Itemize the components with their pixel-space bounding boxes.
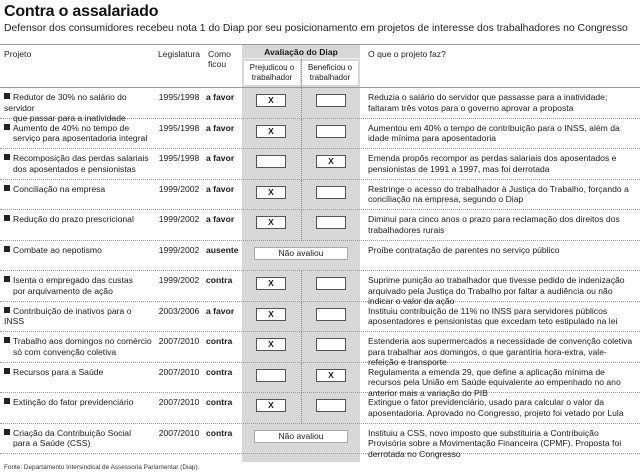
beneficiou-checkbox xyxy=(316,186,346,199)
table-row xyxy=(0,119,640,150)
not-evaluated-label: Não avaliou xyxy=(254,430,348,443)
bullet-icon xyxy=(4,185,10,191)
legislatura-value: 1999/2002 xyxy=(158,275,200,285)
project-name-line1: Aumento de 40% no tempo de xyxy=(13,122,130,133)
bullet-icon xyxy=(4,93,10,99)
beneficiou-checkbox xyxy=(316,94,346,107)
evaluation-divider xyxy=(301,88,302,119)
legislatura-value: 1995/1998 xyxy=(158,92,200,102)
project-name-line1: Trabalho aos domingos no comércio xyxy=(13,336,152,346)
prejudicou-checkbox xyxy=(256,155,286,168)
project-name-line2: para a Saúde (CSS) xyxy=(13,438,91,448)
project-name xyxy=(4,214,152,225)
project-description: Reduzia o salário do servidor que passasse para a inatividade; faltaram três votos para o governo aprovar a proposta xyxy=(368,92,608,113)
project-description: Emenda propôs recompor as perdas salariais dos aposentados e pensionistas de 1991 a 1997, mas foi derrotada xyxy=(368,153,617,174)
como-ficou-value: a favor xyxy=(206,214,235,224)
header-legislatura: Legislatura xyxy=(157,49,201,59)
bullet-icon xyxy=(4,398,10,404)
page-subtitle: Defensor dos consumidores recebeu nota 1 do Diap por seu posicionamento em projetos de interesse dos trabalhadores no Congresso xyxy=(4,23,628,34)
project-name xyxy=(4,123,152,144)
header-prejudicou: Prejudicou o trabalhador xyxy=(244,61,300,85)
legislatura-value: 1999/2002 xyxy=(158,183,200,194)
legislatura-value: 2007/2010 xyxy=(158,336,200,346)
evaluation-divider xyxy=(301,271,302,302)
como-ficou-value: contra xyxy=(206,366,233,377)
legislatura-value: 2007/2010 xyxy=(158,427,200,438)
project-name-line2: só com convenção coletiva xyxy=(13,346,117,357)
table-header xyxy=(0,44,640,88)
project-description: Proíbe contratação de parentes no serviço público xyxy=(368,244,560,255)
como-ficou-value: ausente xyxy=(206,244,239,255)
como-ficou-value: a favor xyxy=(206,92,235,102)
prejudicou-checkbox: X xyxy=(256,186,286,199)
beneficiou-checkbox: X xyxy=(316,369,346,382)
header-avaliacao: Avaliação do Diap xyxy=(242,45,360,59)
project-name xyxy=(4,397,152,408)
project-name-line1: Recursos para a Saúde xyxy=(13,366,104,377)
legislatura-value: 1995/1998 xyxy=(158,153,200,163)
table-row xyxy=(0,88,640,123)
prejudicou-checkbox xyxy=(256,369,286,382)
header-divider xyxy=(301,59,302,89)
prejudicou-checkbox: X xyxy=(256,94,286,107)
bullet-icon xyxy=(4,124,10,130)
project-name xyxy=(4,184,152,195)
bullet-icon xyxy=(4,276,10,282)
legislatura-value: 2007/2010 xyxy=(158,366,200,377)
project-name-line1: Recomposição das perdas salariais xyxy=(13,153,149,163)
project-name-line2: serviço para aposentadoria integral xyxy=(13,133,148,143)
bullet-icon xyxy=(4,307,10,313)
project-name-line1: Combate ao nepotismo xyxy=(13,244,102,255)
table-row xyxy=(0,271,640,306)
table-row xyxy=(0,180,640,211)
evaluation-divider xyxy=(301,180,302,211)
table-row xyxy=(0,149,640,180)
evaluation-divider xyxy=(301,149,302,180)
como-ficou-value: a favor xyxy=(206,153,235,163)
project-name xyxy=(4,245,152,256)
header-como-ficou: Como ficou xyxy=(208,49,231,69)
como-ficou-value: contra xyxy=(206,427,233,438)
project-name-line2: que passar para a inatividade xyxy=(13,113,126,123)
beneficiou-checkbox xyxy=(316,308,346,321)
project-name xyxy=(4,153,152,174)
como-ficou-value: a favor xyxy=(206,122,235,133)
beneficiou-checkbox xyxy=(316,125,346,138)
page-title: Contra o assalariado xyxy=(4,3,159,20)
bullet-icon xyxy=(4,154,10,160)
legislatura-value: 1999/2002 xyxy=(158,214,200,224)
beneficiou-checkbox: X xyxy=(316,155,346,168)
project-name xyxy=(4,367,152,378)
project-name-line2: dos aposentados e pensionistas xyxy=(13,163,136,174)
beneficiou-checkbox xyxy=(316,216,346,229)
bullet-icon xyxy=(4,337,10,343)
project-description: Estenderia aos supermercados a necessidade de convenção coletiva para trabalhar aos domingos, o que garantiria hora-extra, vale-refeição e transporte xyxy=(368,336,633,367)
table-row xyxy=(0,424,640,459)
prejudicou-checkbox: X xyxy=(256,308,286,321)
project-name-line1: Criação da Contribuição Social xyxy=(13,427,131,438)
prejudicou-checkbox: X xyxy=(256,399,286,412)
evaluation-divider xyxy=(301,119,302,150)
project-description: Extingue o fator previdenciário, usado para calcular o valor da aposentadoria. Aprovado no Congresso, projeto foi vetado por Lula xyxy=(368,397,624,418)
project-name xyxy=(4,306,152,327)
project-description: Suprime punição ao trabalhador que tivesse pedido de indenização arquivado pela Justiça do Trabalho por faltar a audiência ou não indicar o valor da ação xyxy=(368,275,625,306)
project-name-line1: Isenta o empregado das custas xyxy=(13,275,133,285)
project-description: Aumentou em 40% o tempo de contribuição para o INSS, além da idade mínima para aposentadoria xyxy=(368,122,620,143)
evaluation-divider xyxy=(301,332,302,363)
bullet-icon xyxy=(4,246,10,252)
bullet-icon xyxy=(4,429,10,435)
evaluation-divider xyxy=(301,363,302,394)
project-name-line1: Redução do prazo prescricional xyxy=(13,214,134,224)
project-name-line1: Contribuição de inativos para o INSS xyxy=(4,305,132,326)
project-name-line1: Conciliação na empresa xyxy=(13,183,106,194)
project-name-line1: Extinção do fator previdenciário xyxy=(13,397,134,407)
evaluation-divider xyxy=(301,393,302,424)
table-row xyxy=(0,210,640,241)
legislatura-value: 2007/2010 xyxy=(158,397,200,407)
evaluation-divider xyxy=(301,302,302,333)
prejudicou-checkbox: X xyxy=(256,216,286,229)
como-ficou-value: contra xyxy=(206,336,233,346)
project-description: Regulamenta a emenda 29, que define a aplicação mínima de recursos pela União em Saúde equivalente ao empenhado no ano anterior mais a variação do PIB xyxy=(368,366,621,398)
legislatura-value: 1999/2002 xyxy=(158,244,200,255)
table-row xyxy=(0,393,640,424)
prejudicou-checkbox: X xyxy=(256,338,286,351)
table-row xyxy=(0,302,640,333)
not-evaluated-label: Não avaliou xyxy=(254,247,348,260)
header-o-que-faz: O que o projeto faz? xyxy=(368,49,446,59)
project-name xyxy=(4,336,152,357)
project-name-line1: Redutor de 30% no salário do servidor xyxy=(4,92,127,113)
como-ficou-value: contra xyxy=(206,275,233,285)
project-name-line2: por arquivamento de ação xyxy=(13,285,113,296)
source-note: Fonte: Departamento Intersindical de Assessoria Parlamentar (Diap). xyxy=(4,464,200,471)
prejudicou-checkbox: X xyxy=(256,125,286,138)
legislatura-value: 2003/2006 xyxy=(158,305,200,316)
beneficiou-checkbox xyxy=(316,277,346,290)
como-ficou-value: a favor xyxy=(206,183,235,194)
project-description: Restringe o acesso do trabalhador à Justiça do Trabalho, forçando a conciliação na empresa, segundo o Diap xyxy=(368,183,629,204)
project-description: Instituiu a CSS, novo imposto que substituiria a Contribuição Provisória sobre a Movimentação Financeira (CPMF). Proposta foi derrotada no Congresso xyxy=(368,427,622,459)
bullet-icon xyxy=(4,368,10,374)
como-ficou-value: contra xyxy=(206,397,233,407)
como-ficou-value: a favor xyxy=(206,305,235,316)
table-row xyxy=(0,332,640,367)
table-row xyxy=(0,241,640,272)
project-description: Diminui para cinco anos o prazo para reclamação dos direitos dos trabalhadores rurais xyxy=(368,214,620,235)
project-description: Instituiu contribuição de 11% no INSS para servidores públicos aposentadores e pensionistas que excedam teto estipulado na lei xyxy=(368,305,618,326)
beneficiou-checkbox xyxy=(316,338,346,351)
header-beneficiou: Beneficiou o trabalhador xyxy=(302,61,358,85)
legislatura-value: 1995/1998 xyxy=(158,122,200,133)
prejudicou-checkbox: X xyxy=(256,277,286,290)
evaluation-divider xyxy=(301,210,302,241)
project-name xyxy=(4,428,152,449)
project-name xyxy=(4,275,152,296)
table-row xyxy=(0,363,640,398)
bullet-icon xyxy=(4,215,10,221)
beneficiou-checkbox xyxy=(316,399,346,412)
header-projeto: Projeto xyxy=(4,49,32,59)
